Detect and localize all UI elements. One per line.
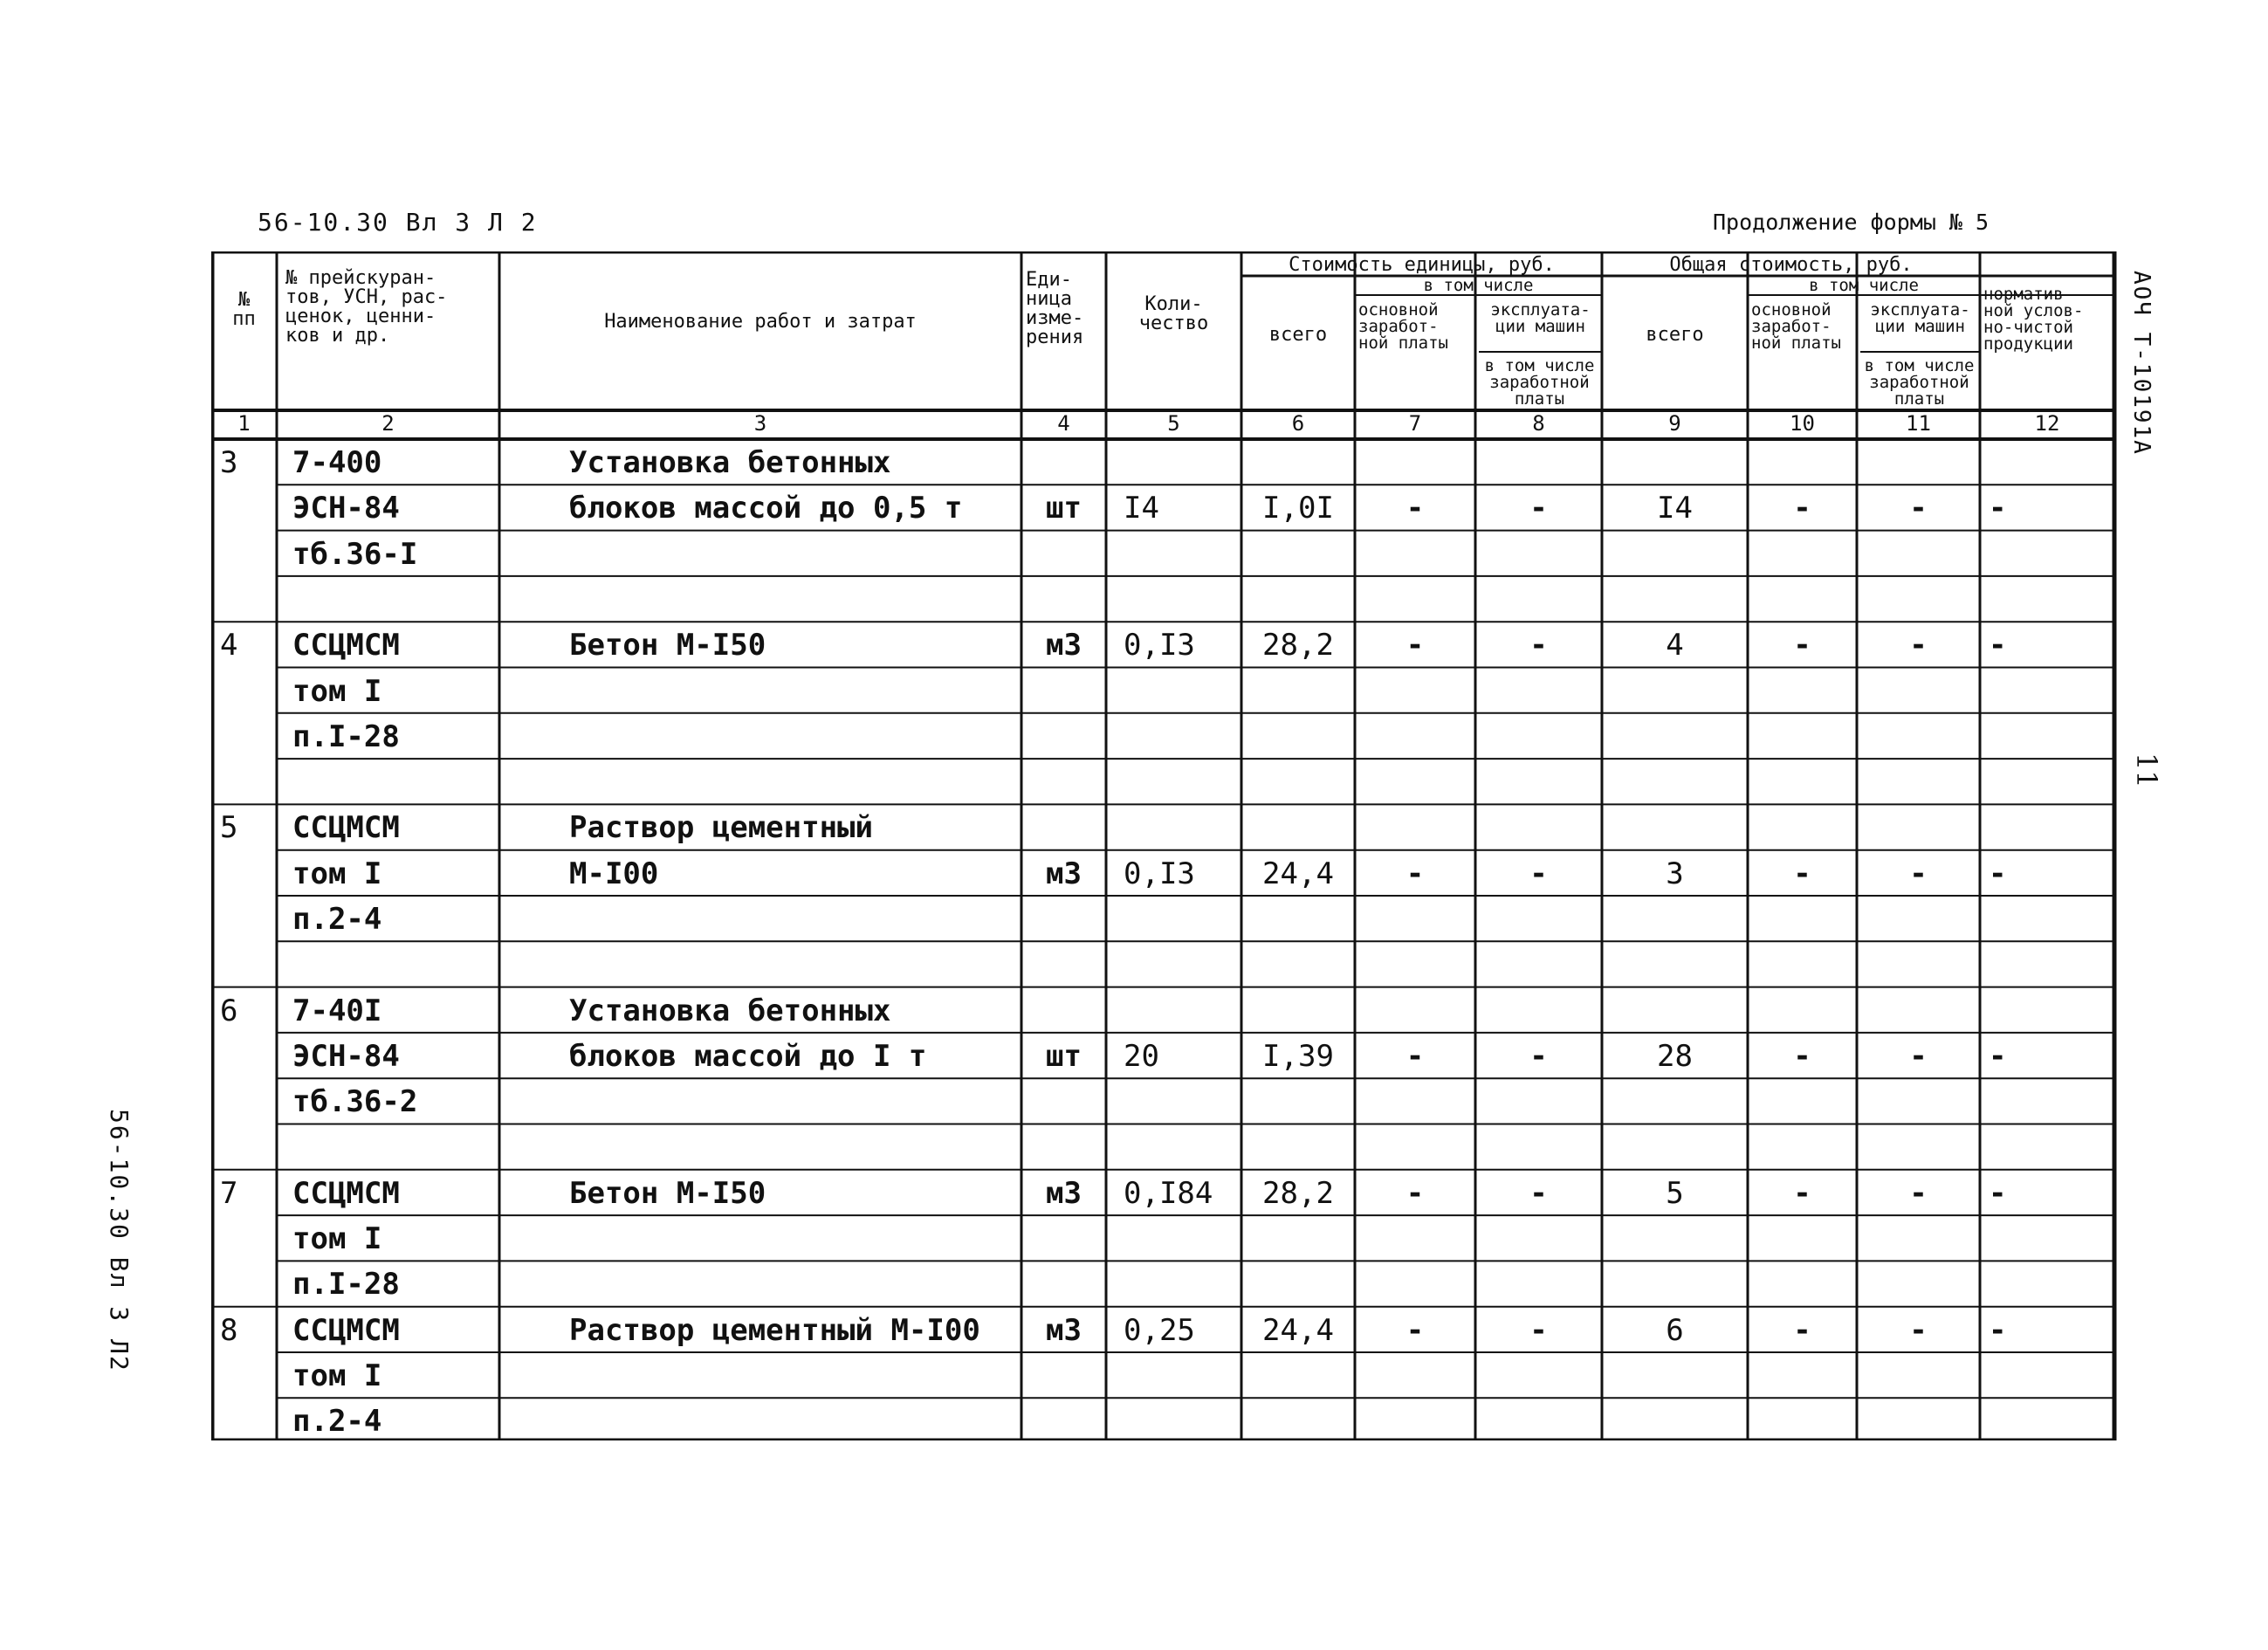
- unit-of-measure: м3: [1046, 1312, 1082, 1348]
- row-number: 7: [220, 1175, 238, 1211]
- quantity: 0,I84: [1124, 1175, 1213, 1211]
- total-cost-wage: -: [1793, 1175, 1811, 1211]
- unit-cost-machines: -: [1529, 1175, 1548, 1211]
- side-document-code: 56-10.30 Вл 3 Л2: [105, 1109, 134, 1372]
- column-number: 6: [1291, 411, 1305, 436]
- column-number: 7: [1408, 411, 1422, 436]
- work-name: блоков массой до 0,5 т: [569, 491, 963, 526]
- net-product: -: [1989, 1175, 2007, 1211]
- header-unit-cost-incl: в том числе: [1423, 276, 1534, 295]
- unit-cost-total: I,0I: [1262, 491, 1334, 526]
- header-unit: Еди- ница изме- рения: [1026, 269, 1084, 348]
- price-reference: п.2-4: [292, 1404, 382, 1440]
- unit-of-measure: м3: [1046, 1175, 1082, 1211]
- column-number: 9: [1668, 411, 1681, 436]
- unit-cost-wage: -: [1405, 1312, 1425, 1348]
- unit-cost-total: 24,4: [1262, 1312, 1334, 1348]
- work-name: Бетон М-I50: [569, 628, 766, 663]
- column-number: 3: [753, 411, 767, 436]
- header-row-number: № пп: [232, 289, 256, 330]
- header-total-machines-wage: в том числе заработной платы: [1864, 356, 1975, 409]
- total-cost-wage: -: [1793, 628, 1811, 663]
- unit-of-measure: шт: [1046, 491, 1082, 526]
- unit-cost-wage: -: [1405, 491, 1425, 526]
- unit-cost-total: 24,4: [1262, 856, 1334, 891]
- unit-cost-machines: -: [1529, 1312, 1548, 1348]
- page-number: 11: [2130, 753, 2163, 788]
- column-number: 12: [2034, 411, 2060, 436]
- quantity: 0,25: [1124, 1312, 1195, 1348]
- price-reference: п.I-28: [292, 1267, 400, 1303]
- total-cost-machines: -: [1909, 628, 1928, 663]
- net-product: -: [1989, 1038, 2007, 1074]
- header-total: всего: [1646, 324, 1704, 346]
- column-number: 2: [381, 411, 395, 436]
- work-name: Раствор цементный М-I00: [569, 1312, 980, 1348]
- unit-cost-machines: -: [1529, 491, 1548, 526]
- unit-cost-machines: -: [1529, 856, 1548, 891]
- row-number: 5: [220, 810, 238, 846]
- row-number: 4: [220, 628, 238, 663]
- unit-cost-machines: -: [1529, 628, 1548, 663]
- header-net-product: норматив- ной услов- но-чистой продукции: [1983, 285, 2084, 354]
- work-name: М-I00: [569, 856, 659, 891]
- price-reference: ССЦМСМ: [292, 1312, 400, 1348]
- quantity: 20: [1124, 1038, 1159, 1074]
- net-product: -: [1989, 491, 2007, 526]
- unit-cost-wage: -: [1405, 1038, 1425, 1074]
- price-reference: ЭСН-84: [292, 1038, 400, 1074]
- net-product: -: [1989, 856, 2007, 891]
- header-unit-total: всего: [1268, 324, 1328, 346]
- total-cost-wage: -: [1793, 1038, 1811, 1074]
- total-cost-machines: -: [1909, 856, 1928, 891]
- price-reference: ССЦМСМ: [292, 810, 400, 846]
- work-name: Раствор цементный: [569, 810, 873, 846]
- header-work-name: Наименование работ и затрат: [604, 311, 917, 333]
- total-cost: I4: [1657, 491, 1693, 526]
- unit-cost-wage: -: [1405, 856, 1425, 891]
- total-cost-machines: -: [1909, 1038, 1928, 1074]
- estimate-table: [211, 251, 2132, 1440]
- document-code: 56-10.30 Вл 3 Л 2: [258, 208, 538, 237]
- price-reference: ЭСН-84: [292, 491, 400, 526]
- unit-cost-wage: -: [1405, 1175, 1425, 1211]
- header-total-machines: эксплуата- ции машин: [1870, 300, 1970, 336]
- total-cost: 4: [1666, 628, 1684, 663]
- total-cost: 28: [1657, 1038, 1693, 1074]
- unit-cost-total: 28,2: [1262, 628, 1334, 663]
- total-cost: 6: [1666, 1312, 1684, 1348]
- column-number: 4: [1057, 411, 1070, 436]
- column-number: 5: [1167, 411, 1180, 436]
- form-title: Продолжение формы № 5: [1713, 210, 1990, 235]
- price-reference: тб.36-I: [292, 536, 418, 572]
- work-name: Установка бетонных: [569, 445, 891, 480]
- total-cost-machines: -: [1909, 1175, 1928, 1211]
- unit-of-measure: м3: [1046, 856, 1082, 891]
- total-cost-machines: -: [1909, 491, 1928, 526]
- work-name: Бетон М-I50: [569, 1175, 766, 1211]
- net-product: -: [1989, 1312, 2007, 1348]
- row-number: 8: [220, 1312, 238, 1348]
- total-cost-wage: -: [1793, 1312, 1811, 1348]
- price-reference: тб.36-2: [292, 1084, 418, 1120]
- total-cost: 3: [1666, 856, 1684, 891]
- header-quantity: Коли- чество: [1138, 293, 1209, 334]
- header-total-cost-incl: в том числе: [1809, 276, 1919, 295]
- net-product: -: [1989, 628, 2007, 663]
- price-reference: том I: [292, 856, 382, 891]
- column-number: 1: [237, 411, 251, 436]
- work-name: Установка бетонных: [569, 993, 891, 1028]
- price-reference: том I: [292, 673, 382, 709]
- total-cost-wage: -: [1793, 856, 1811, 891]
- unit-of-measure: м3: [1046, 628, 1082, 663]
- quantity: 0,I3: [1124, 628, 1195, 663]
- price-reference: 7-40I: [292, 993, 382, 1028]
- row-number: 6: [220, 993, 238, 1028]
- header-total-cost: Общая стоимость, руб.: [1669, 254, 1913, 276]
- side-stamp-code: АОЧ Т-10191А: [2128, 271, 2155, 456]
- unit-cost-machines: -: [1529, 1038, 1548, 1074]
- column-number: 8: [1532, 411, 1545, 436]
- total-cost-machines: -: [1909, 1312, 1928, 1348]
- unit-of-measure: шт: [1046, 1038, 1082, 1074]
- unit-cost-total: 28,2: [1262, 1175, 1334, 1211]
- quantity: 0,I3: [1124, 856, 1195, 891]
- quantity: I4: [1124, 491, 1159, 526]
- price-reference: том I: [292, 1358, 382, 1393]
- unit-cost-total: I,39: [1262, 1038, 1334, 1074]
- price-reference: ССЦМСМ: [292, 628, 400, 663]
- price-reference: том I: [292, 1221, 382, 1257]
- column-number: 11: [1906, 411, 1931, 436]
- header-total-wage: основной заработ- ной платы: [1751, 300, 1841, 353]
- row-number: 3: [220, 445, 238, 480]
- header-unit-machines-wage: в том числе заработной платы: [1484, 356, 1595, 409]
- unit-cost-wage: -: [1405, 628, 1425, 663]
- header-unit-cost: Стоимость единицы, руб.: [1289, 254, 1555, 276]
- price-reference: 7-400: [292, 445, 382, 480]
- header-unit-wage: основной заработ- ной платы: [1358, 300, 1448, 353]
- price-reference: ССЦМСМ: [292, 1175, 400, 1211]
- total-cost: 5: [1666, 1175, 1684, 1211]
- price-reference: п.I-28: [292, 718, 400, 754]
- header-unit-machines: эксплуата- ции машин: [1490, 300, 1591, 336]
- column-number: 10: [1790, 411, 1815, 436]
- price-reference: п.2-4: [292, 902, 382, 937]
- total-cost-wage: -: [1793, 491, 1811, 526]
- header-price-reference: № прейскуран- тов, УСН, рас- ценок, ценни- ков и др.: [285, 267, 448, 347]
- work-name: блоков массой до I т: [569, 1038, 927, 1074]
